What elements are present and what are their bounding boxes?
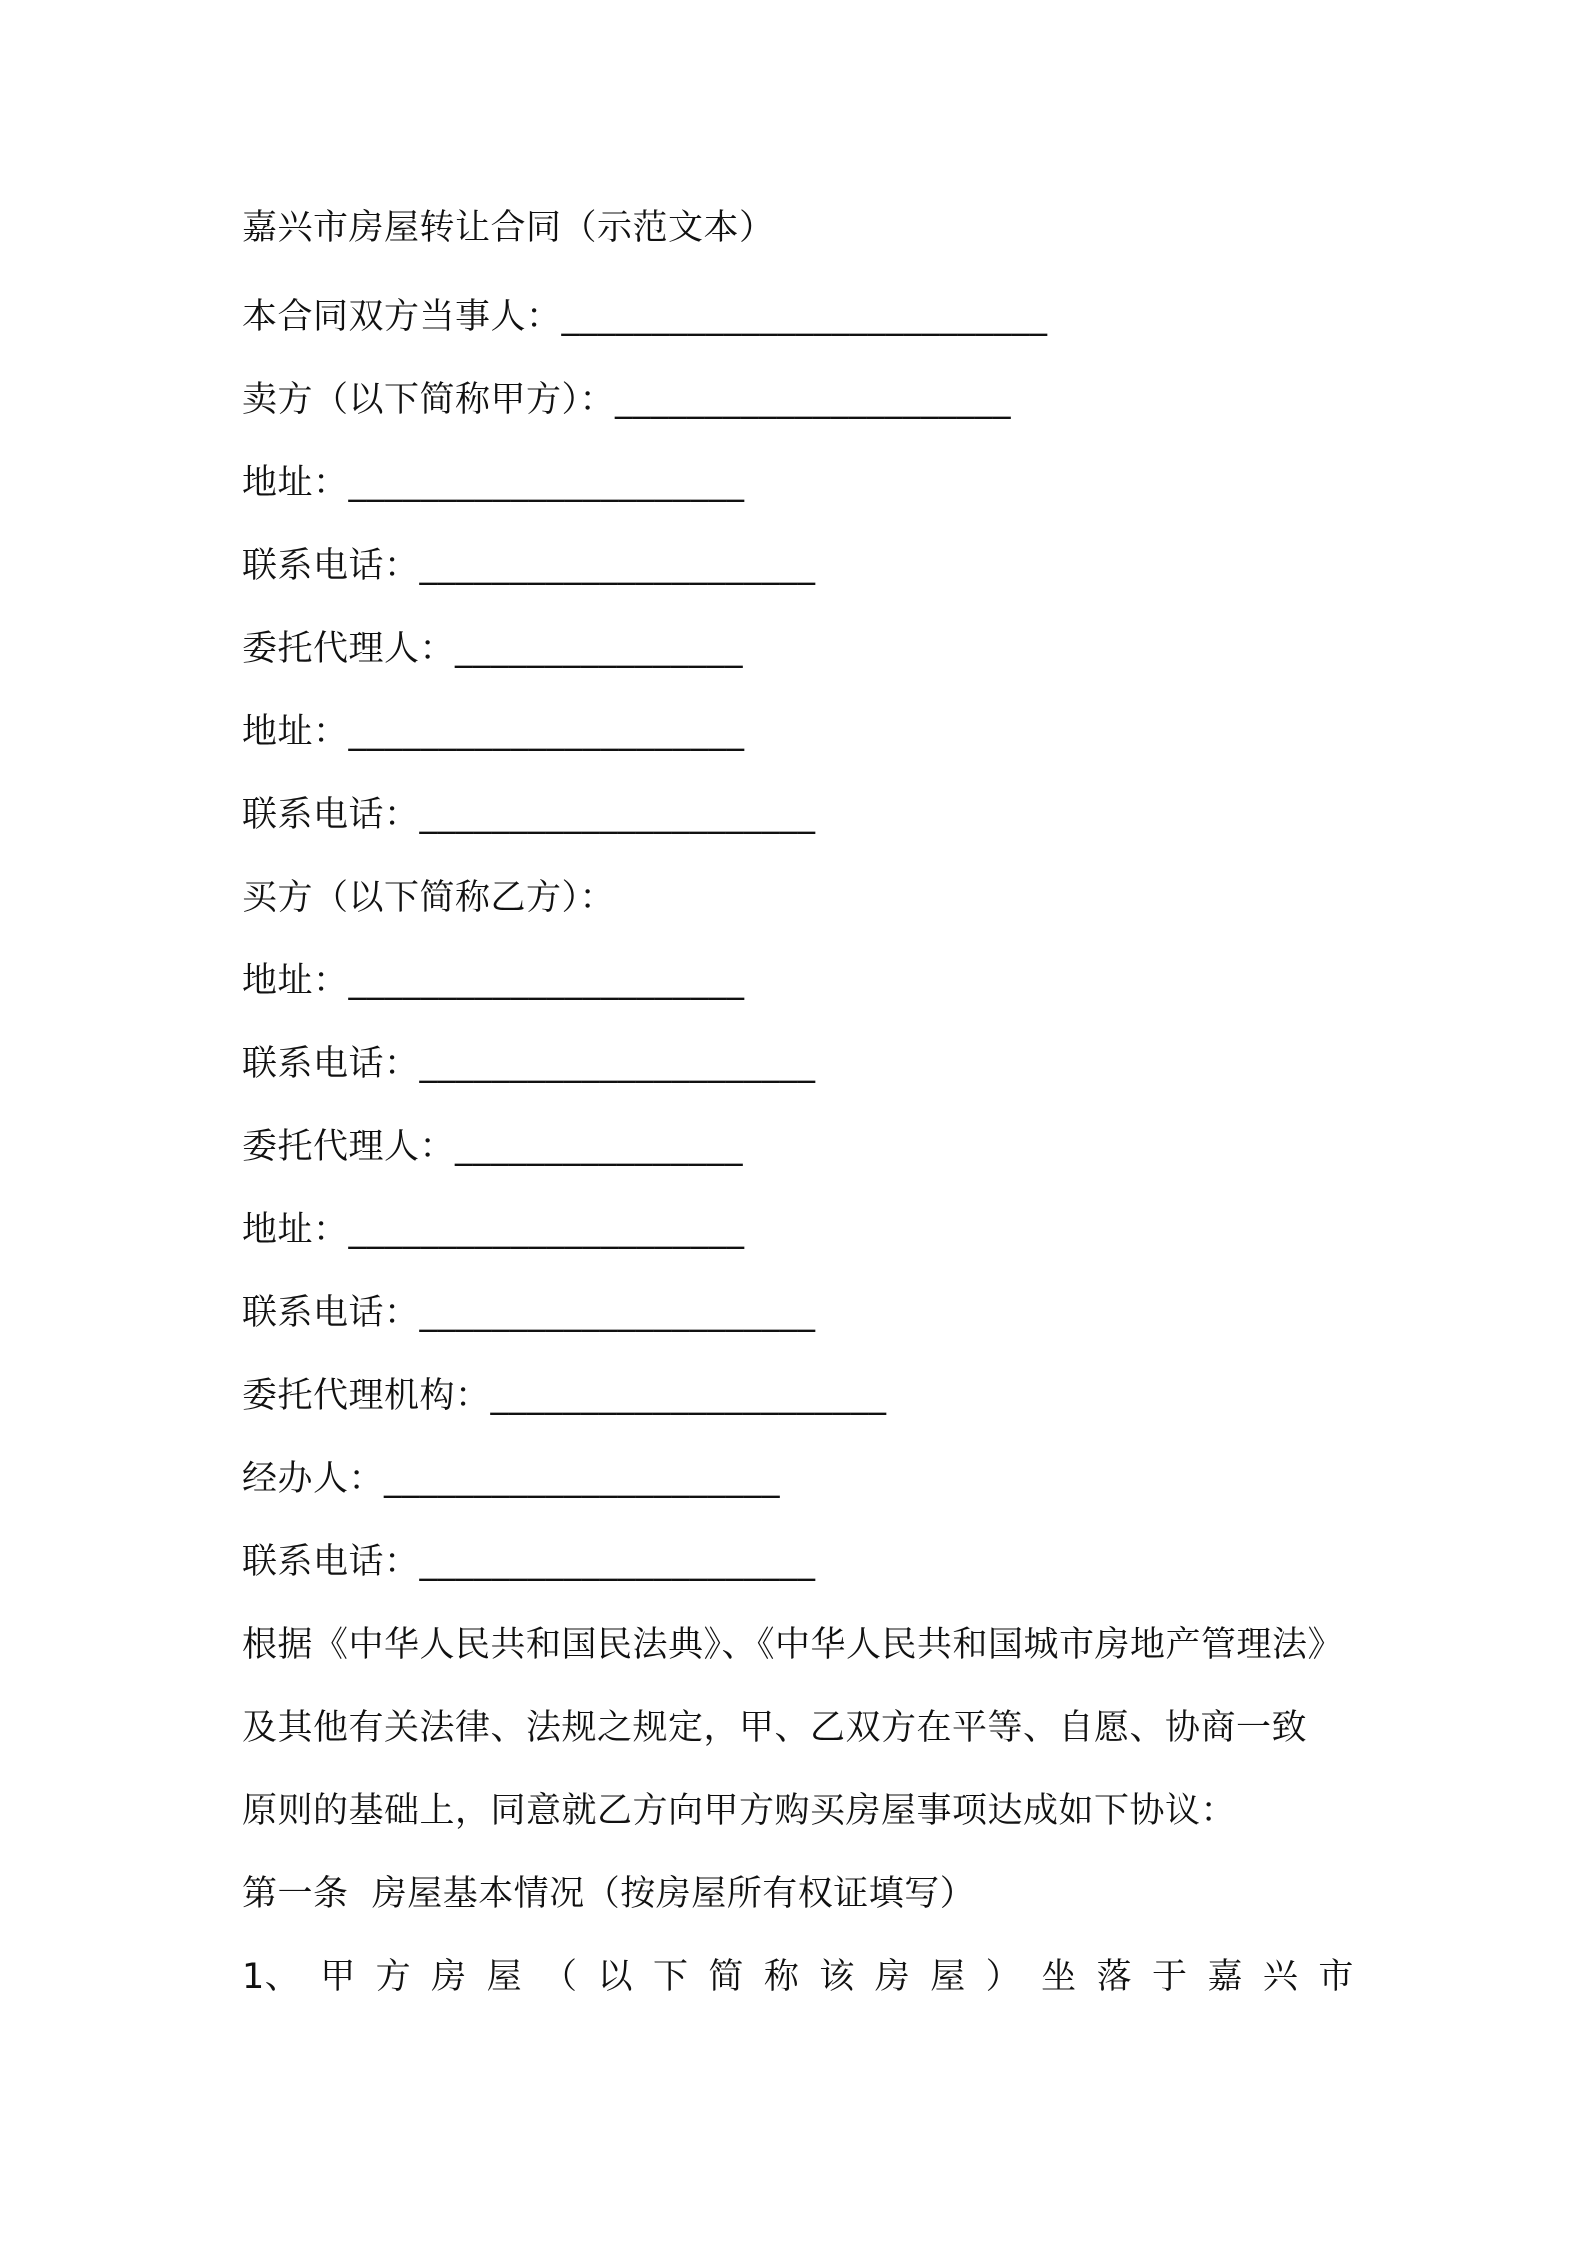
field-handler bbox=[242, 1449, 780, 1509]
field-agency-phone bbox=[242, 1532, 816, 1592]
field-label: 卖方（以下简称甲方）： bbox=[242, 380, 616, 420]
field-seller-agent-phone bbox=[242, 785, 816, 845]
clause-char: 嘉 bbox=[1207, 1957, 1243, 1997]
field-seller-agent bbox=[242, 619, 743, 679]
field-seller-agent-address bbox=[242, 702, 745, 762]
clause-char: 下 bbox=[652, 1957, 689, 1997]
paragraph-line-2: 及其他有关法律、法规之规定，甲、乙双方在平等、自愿、协商一致 bbox=[242, 1708, 1308, 1748]
clause-char: 于 bbox=[1152, 1957, 1188, 1997]
fill-blank: ______________________ bbox=[419, 1542, 816, 1582]
fill-blank: ______________________ bbox=[419, 795, 816, 835]
fill-blank: ______________________ bbox=[348, 463, 745, 503]
field-label: 地址： bbox=[242, 463, 349, 503]
fill-blank: ______________________ bbox=[490, 1376, 887, 1416]
clause-char: 屋 bbox=[930, 1957, 966, 1997]
fill-blank: ______________________ bbox=[419, 546, 816, 586]
field-label: 联系电话： bbox=[242, 1542, 420, 1582]
field-parties bbox=[242, 287, 1048, 347]
field-agency bbox=[242, 1366, 887, 1426]
clause-char: 市 bbox=[1318, 1957, 1354, 1997]
clause-char: 房 bbox=[874, 1957, 911, 1997]
field-label: 本合同双方当事人： bbox=[242, 297, 562, 337]
field-label: 买方（以下简称乙方）： bbox=[242, 878, 616, 918]
fill-blank: ______________________ bbox=[615, 380, 1012, 420]
fill-blank: ________________ bbox=[455, 1127, 744, 1167]
clause-one-line bbox=[242, 1947, 1354, 2007]
paragraph-line-3: 原则的基础上，同意就乙方向甲方购买房屋事项达成如下协议： bbox=[242, 1791, 1237, 1831]
clause-char: （ bbox=[542, 1957, 578, 1997]
clause-char: 兴 bbox=[1262, 1957, 1299, 1997]
field-label: 联系电话： bbox=[242, 795, 420, 835]
clause-char: 该 bbox=[819, 1957, 855, 1997]
clause-char: 称 bbox=[763, 1957, 800, 1997]
fill-blank: ______________________ bbox=[419, 1044, 816, 1084]
field-label: 委托代理机构： bbox=[242, 1376, 491, 1416]
clause-char: 房 bbox=[431, 1957, 467, 1997]
clause-char: 落 bbox=[1096, 1957, 1133, 1997]
field-buyer-address bbox=[242, 951, 745, 1011]
paragraph-line-1: 根据《中华人民共和国民法典》、《中华人民共和国城市房地产管理法》 bbox=[242, 1625, 1344, 1665]
article-one-heading: 第一条 房屋基本情况（按房屋所有权证填写） bbox=[242, 1874, 976, 1914]
fill-blank: ______________________ bbox=[384, 1459, 781, 1499]
fill-blank: ______________________ bbox=[348, 961, 745, 1001]
clause-char: 屋 bbox=[486, 1957, 523, 1997]
clause-char: ） bbox=[985, 1957, 1022, 1997]
field-buyer-agent-address bbox=[242, 1200, 745, 1260]
fill-blank: ___________________________ bbox=[561, 297, 1048, 337]
clause-char: 简 bbox=[708, 1957, 744, 1997]
fill-blank: ______________________ bbox=[348, 712, 745, 752]
field-label: 联系电话： bbox=[242, 546, 420, 586]
field-seller bbox=[242, 370, 1011, 430]
field-buyer bbox=[242, 868, 615, 928]
clause-char: 1、 bbox=[242, 1957, 301, 1997]
fill-blank: ______________________ bbox=[419, 1293, 816, 1333]
field-buyer-agent-phone bbox=[242, 1283, 816, 1343]
field-label: 经办人： bbox=[242, 1459, 385, 1499]
field-buyer-phone bbox=[242, 1034, 816, 1094]
field-label: 地址： bbox=[242, 1210, 349, 1250]
field-label: 联系电话： bbox=[242, 1293, 420, 1333]
clause-char: 以 bbox=[597, 1957, 633, 1997]
field-label: 委托代理人： bbox=[242, 629, 456, 669]
field-label: 地址： bbox=[242, 712, 349, 752]
field-seller-phone bbox=[242, 536, 816, 596]
field-buyer-agent bbox=[242, 1117, 743, 1177]
field-label: 委托代理人： bbox=[242, 1127, 456, 1167]
field-label: 联系电话： bbox=[242, 1044, 420, 1084]
clause-char: 坐 bbox=[1041, 1957, 1077, 1997]
field-seller-address bbox=[242, 453, 745, 513]
document-title: 嘉兴市房屋转让合同（示范文本） bbox=[242, 208, 775, 248]
field-label: 地址： bbox=[242, 961, 349, 1001]
clause-char: 方 bbox=[375, 1957, 412, 1997]
fill-blank: ________________ bbox=[455, 629, 744, 669]
clause-char: 甲 bbox=[320, 1957, 356, 1997]
fill-blank: ______________________ bbox=[348, 1210, 745, 1250]
